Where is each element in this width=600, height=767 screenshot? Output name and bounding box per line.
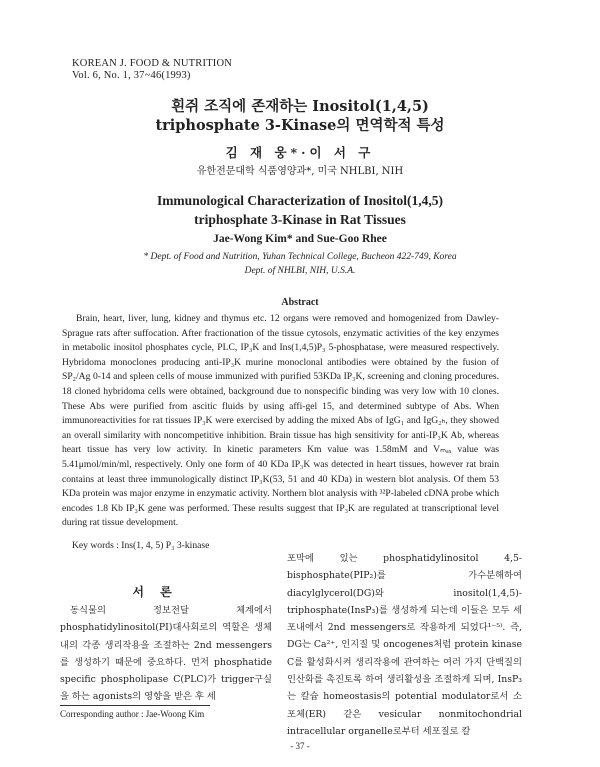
keywords: Key words : Ins(1, 4, 5) P₃ 3-kinase: [72, 540, 210, 551]
journal-name: KOREAN J. FOOD & NUTRITION: [72, 58, 233, 69]
english-affiliation-line-2: Dept. of NHLBI, NIH, U.S.A.: [244, 266, 356, 276]
korean-affiliation: 유한전문대학 식품영양과*, 미국 NHLBI, NIH: [196, 166, 404, 177]
korean-authors: 김 재 웅*·이 서 구: [225, 145, 375, 160]
corresponding-author-footnote: Corresponding author : Jae-Woong Kim: [60, 709, 205, 719]
journal-volume: Vol. 6, No. 1, 37~46(1993): [72, 70, 191, 81]
english-title-line-2: triphosphate 3-Kinase in Rat Tissues: [194, 212, 406, 227]
footnote-divider: [60, 705, 210, 706]
abstract-body: [62, 312, 499, 531]
page-number: - 37 -: [290, 741, 310, 751]
intro-column-left: [60, 602, 272, 706]
intro-column-right: [287, 550, 522, 740]
english-affiliation-line-1: * Dept. of Food and Nutrition, Yuhan Technical College, Bucheon 422-749, Korea: [143, 252, 457, 262]
korean-title-line-2: triphosphate 3-Kinase의 면역학적 특성: [155, 117, 445, 134]
section-heading-introduction: 서 론: [132, 585, 178, 599]
english-authors: Jae-Wong Kim* and Sue-Goo Rhee: [213, 233, 387, 245]
korean-title: [0, 97, 600, 135]
intro-left-text: 동식물의 정보전달 체계에서 phosphatidylinositol(PI)대사회로의 역할은 생체내의 각종 생리작용을 조절하는 2nd messengers를 생성하기 때문에 중요하다. 먼저 phosphatide specific phospholipase C(PLC)가 trigger구실을 하는 agonists의 영향을 받은 후 세: [60, 605, 272, 703]
abstract-heading: Abstract: [281, 297, 319, 308]
journal-header: [72, 58, 232, 82]
english-title: [0, 191, 600, 229]
intro-right-text: 포막에 있는 phosphatidylinositol 4,5-bisphosphate(PIP₂)를 가수분해하여 diacylglycerol(DG)와 inositol(1,4,5)-triphosphate(InsP₃)를 생성하게 되는데 이들은 모두 세포내에서 2nd messengers로 작용하게 되었다¹⁻⁵⁾. 즉, DG는 Ca²⁺, 인지질 및 oncogenes처럼 protein kinase C를 활성화시켜 생리작용에 관여하는 여러 가지 단백질의 인산화를 촉진토록 하여 생리활성을 조절하게 되며, InsP₃는 칼슘 homeostasis의 potential modulator로서 소포체(ER) 같은 vesicular nonmitochondrial intracellular organelle로부터 세포질로 칼: [287, 553, 522, 737]
abstract-text: Brain, heart, liver, lung, kidney and thymus etc. 12 organs were removed and homogenized from Dawley-Sprague rats after suffocation. After fractionation of the tissue cytosols, enzymatic activities of the key enzymes in metabolic inositol phosphates cycle, PLC, IP₃K and Ins(1,4,5)P₃ 5-phosphatase, were measured respectively. Hybridoma monoclones producing anti-IP₃K murine monoclonal antibodies were obtained by the fusion of SP₂/Ag 0-14 and spleen cells of mouse immunized with purified 53KDa IP₃K, screening and cloning procedures. 18 cloned hybridoma cells were obtained, background due to nonspecific binding was very low with 10 clones. These Abs were purified from ascitic fluids by using affi-gel 15, and determined subtype of Abs. When immunoreactivities for rat tissues IP₃K were exercised by adding the mixed Abs of IgG₁ and IgG₂ₕ, they showed an overall similarity with noncompetitive inhibition. Brain tissue has high sensitivity for anti-IP₃K Ab, whereas heart tissue has very low activity. In kinetic parameters Km value was 1.58mM and Vₘₐₓ value was 5.41μmol/min/ml, respectively. Only one form of 40 KDa IP₃K was detected in heart tissues, however rat brain contains at least three immunologically distinct IP₃K(53, 51 and 40 KDa) in western blot analysis. Of them 53 KDa protein was major enzyme in enzymatic activity. Northern blot analysis with ³²P-labeled cDNA probe which encodes 1.8 Kb IP₃K gene was performed. These results suggest that IP₃K are regulated at transcriptional level during rat tissue development.: [62, 313, 499, 529]
english-title-line-1: Immunological Characterization of Inositol(1,4,5): [156, 193, 444, 208]
korean-title-line-1: 흰쥐 조직에 존재하는 Inositol(1,4,5): [171, 98, 429, 115]
